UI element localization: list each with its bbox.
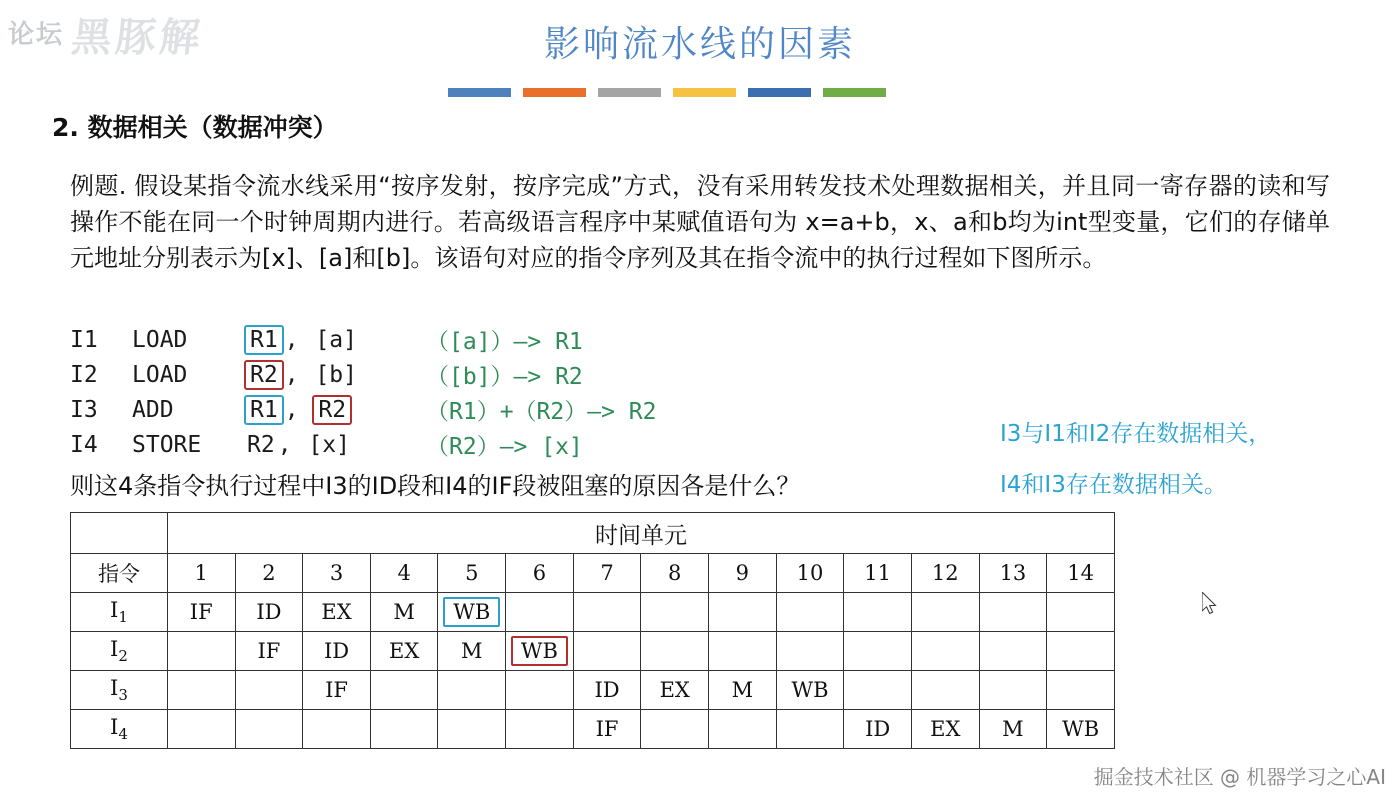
instruction-column-header: 指令 [71, 554, 168, 593]
title-bar-6 [823, 88, 886, 97]
instruction-comma: , [284, 326, 313, 353]
stage-cell: WB [1047, 710, 1115, 749]
stage-cell [506, 671, 574, 710]
stage-cell [370, 710, 438, 749]
stage-cell [167, 632, 235, 671]
stage-cell-box: WB [443, 597, 500, 627]
stage-cell [641, 632, 709, 671]
row-instruction-name [71, 632, 168, 671]
instruction-operand-2: [b] [315, 361, 357, 388]
time-column-header: 6 [506, 554, 574, 593]
row-instruction-base: I [110, 714, 119, 739]
stage-cell: ID [844, 710, 912, 749]
row-instruction-sub: 4 [118, 725, 128, 744]
instruction-operand-2: R2 [312, 395, 352, 425]
stage-cell: M [438, 632, 506, 671]
stage-cell [911, 632, 979, 671]
stage-cell: IF [303, 671, 371, 710]
stage-cell [167, 710, 235, 749]
instruction-opcode: ADD [132, 396, 174, 423]
instruction-operand-1: R1 [244, 395, 284, 425]
title-bar-2 [523, 88, 586, 97]
section-heading: 2. 数据相关（数据冲突） [52, 113, 338, 142]
stage-cell [844, 593, 912, 632]
closing-question: 则这4条指令执行过程中I3的ID段和I4的IF段被阻塞的原因各是什么？ [70, 472, 801, 500]
stage-cell [979, 593, 1047, 632]
annotation-note-1: I3与I1和I2存在数据相关， [1000, 421, 1272, 447]
stage-cell [844, 671, 912, 710]
stage-cell [641, 593, 709, 632]
time-unit-header: 时间单元 [167, 513, 1114, 554]
time-column-header: 7 [573, 554, 641, 593]
watermark-forum: 论坛 [8, 20, 65, 50]
time-column-header: 10 [776, 554, 844, 593]
stage-cell [776, 593, 844, 632]
row-instruction-base: I [110, 597, 119, 622]
watermark-community: 掘金技术社区 @ 机器学习之心AI [1093, 765, 1386, 789]
stage-cell [573, 593, 641, 632]
stage-cell [1047, 593, 1115, 632]
stage-cell [303, 710, 371, 749]
instruction-comma: , [284, 361, 313, 388]
stage-cell [641, 710, 709, 749]
stage-cell [776, 710, 844, 749]
time-column-header: 4 [370, 554, 438, 593]
row-instruction-base: I [110, 675, 119, 700]
watermark-brand: 黑豚解 [69, 15, 207, 61]
time-column-header: 12 [911, 554, 979, 593]
instruction-comment: （R2）—> [x] [426, 434, 583, 460]
time-column-header: 9 [709, 554, 777, 593]
example-paragraph: 例题. 假设某指令流水线采用“按序发射，按序完成”方式，没有采用转发技术处理数据相关，并且同一寄存器的读和写操作不能在同一个时钟周期内进行。若高级语言程序中某赋值语句为 x=a+b，x、a和b均为int型变量，它们的存储单元地址分别表示为[x]、[a]和[b]。该语句对应的指令序列及其在指令流中的执行过程如下图所示。 [70, 172, 1330, 272]
row-instruction-sub: 2 [118, 647, 128, 666]
instruction-listing [70, 322, 656, 462]
pipeline-table [70, 512, 1115, 749]
table-row [71, 671, 1115, 710]
instruction-label: I2 [70, 361, 98, 388]
stage-cell [506, 593, 574, 632]
stage-cell [979, 671, 1047, 710]
instruction-opcode: STORE [132, 431, 202, 458]
stage-cell [438, 671, 506, 710]
instruction-operand-2: [x] [308, 431, 350, 458]
time-column-header: 11 [844, 554, 912, 593]
table-row [71, 593, 1115, 632]
stage-cell [1047, 632, 1115, 671]
row-instruction-base: I [110, 636, 119, 661]
stage-cell: EX [303, 593, 371, 632]
stage-cell: EX [911, 710, 979, 749]
stage-cell: M [979, 710, 1047, 749]
slide-title: 影响流水线的因素 [543, 24, 856, 65]
instruction-comma: , [277, 431, 306, 458]
instruction-row [70, 427, 656, 462]
stage-cell [709, 593, 777, 632]
pipeline-table-wrapper [70, 512, 1115, 749]
instruction-row [70, 357, 656, 392]
instruction-comment: （[a]）—> R1 [426, 329, 583, 355]
stage-cell: M [370, 593, 438, 632]
stage-cell: IF [573, 710, 641, 749]
stage-cell: EX [641, 671, 709, 710]
table-row [71, 632, 1115, 671]
stage-cell [911, 671, 979, 710]
stage-cell-box: WB [511, 636, 568, 666]
title-bar-4 [673, 88, 736, 97]
stage-cell [370, 671, 438, 710]
instruction-operand-1: R2 [244, 360, 284, 390]
stage-cell [1047, 671, 1115, 710]
time-column-header: 5 [438, 554, 506, 593]
instruction-label: I3 [70, 396, 98, 423]
stage-cell: WB [776, 671, 844, 710]
row-instruction-sub: 3 [118, 686, 128, 705]
stage-cell [844, 632, 912, 671]
stage-cell: ID [235, 593, 303, 632]
instruction-comma: , [284, 396, 313, 423]
stage-cell [709, 710, 777, 749]
title-bar-1 [448, 88, 511, 97]
stage-cell: EX [370, 632, 438, 671]
instruction-comment: （R1）+（R2）—> R2 [426, 399, 657, 425]
table-row [71, 710, 1115, 749]
stage-cell: ID [573, 671, 641, 710]
row-instruction-name [71, 671, 168, 710]
time-column-header: 3 [303, 554, 371, 593]
time-column-header: 2 [235, 554, 303, 593]
stage-cell [506, 710, 574, 749]
time-column-header: 13 [979, 554, 1047, 593]
table-corner-cell [71, 513, 168, 554]
title-bar-3 [598, 88, 661, 97]
stage-cell [167, 671, 235, 710]
stage-cell [235, 710, 303, 749]
instruction-comment: （[b]）—> R2 [426, 364, 583, 390]
instruction-args [244, 325, 426, 355]
title-decoration-bars [448, 88, 886, 97]
instruction-opcode: LOAD [132, 326, 188, 353]
annotation-note-2: I4和I3存在数据相关。 [1000, 472, 1227, 498]
title-bar-5 [748, 88, 811, 97]
stage-cell [573, 632, 641, 671]
time-column-header: 14 [1047, 554, 1115, 593]
row-instruction-sub: 1 [118, 608, 128, 627]
stage-cell-highlighted [506, 632, 574, 671]
instruction-label: I1 [70, 326, 98, 353]
stage-cell [709, 632, 777, 671]
instruction-label: I4 [70, 431, 98, 458]
instruction-args [244, 360, 426, 390]
stage-cell: M [709, 671, 777, 710]
instruction-row [70, 392, 656, 427]
time-column-header: 1 [167, 554, 235, 593]
instruction-opcode: LOAD [132, 361, 188, 388]
stage-cell [776, 632, 844, 671]
row-instruction-name [71, 593, 168, 632]
instruction-row [70, 322, 656, 357]
stage-cell: ID [303, 632, 371, 671]
time-column-header: 8 [641, 554, 709, 593]
table-header-row-top [71, 513, 1115, 554]
table-header-row-columns [71, 554, 1115, 593]
instruction-operand-1: R2 [247, 431, 275, 458]
stage-cell: IF [235, 632, 303, 671]
stage-cell [979, 632, 1047, 671]
stage-cell: IF [167, 593, 235, 632]
stage-cell [235, 671, 303, 710]
instruction-operand-2: [a] [315, 326, 357, 353]
row-instruction-name [71, 710, 168, 749]
stage-cell [911, 593, 979, 632]
instruction-args [244, 395, 426, 425]
stage-cell [438, 710, 506, 749]
stage-cell-highlighted [438, 593, 506, 632]
instruction-operand-1: R1 [244, 325, 284, 355]
instruction-args [244, 432, 426, 458]
